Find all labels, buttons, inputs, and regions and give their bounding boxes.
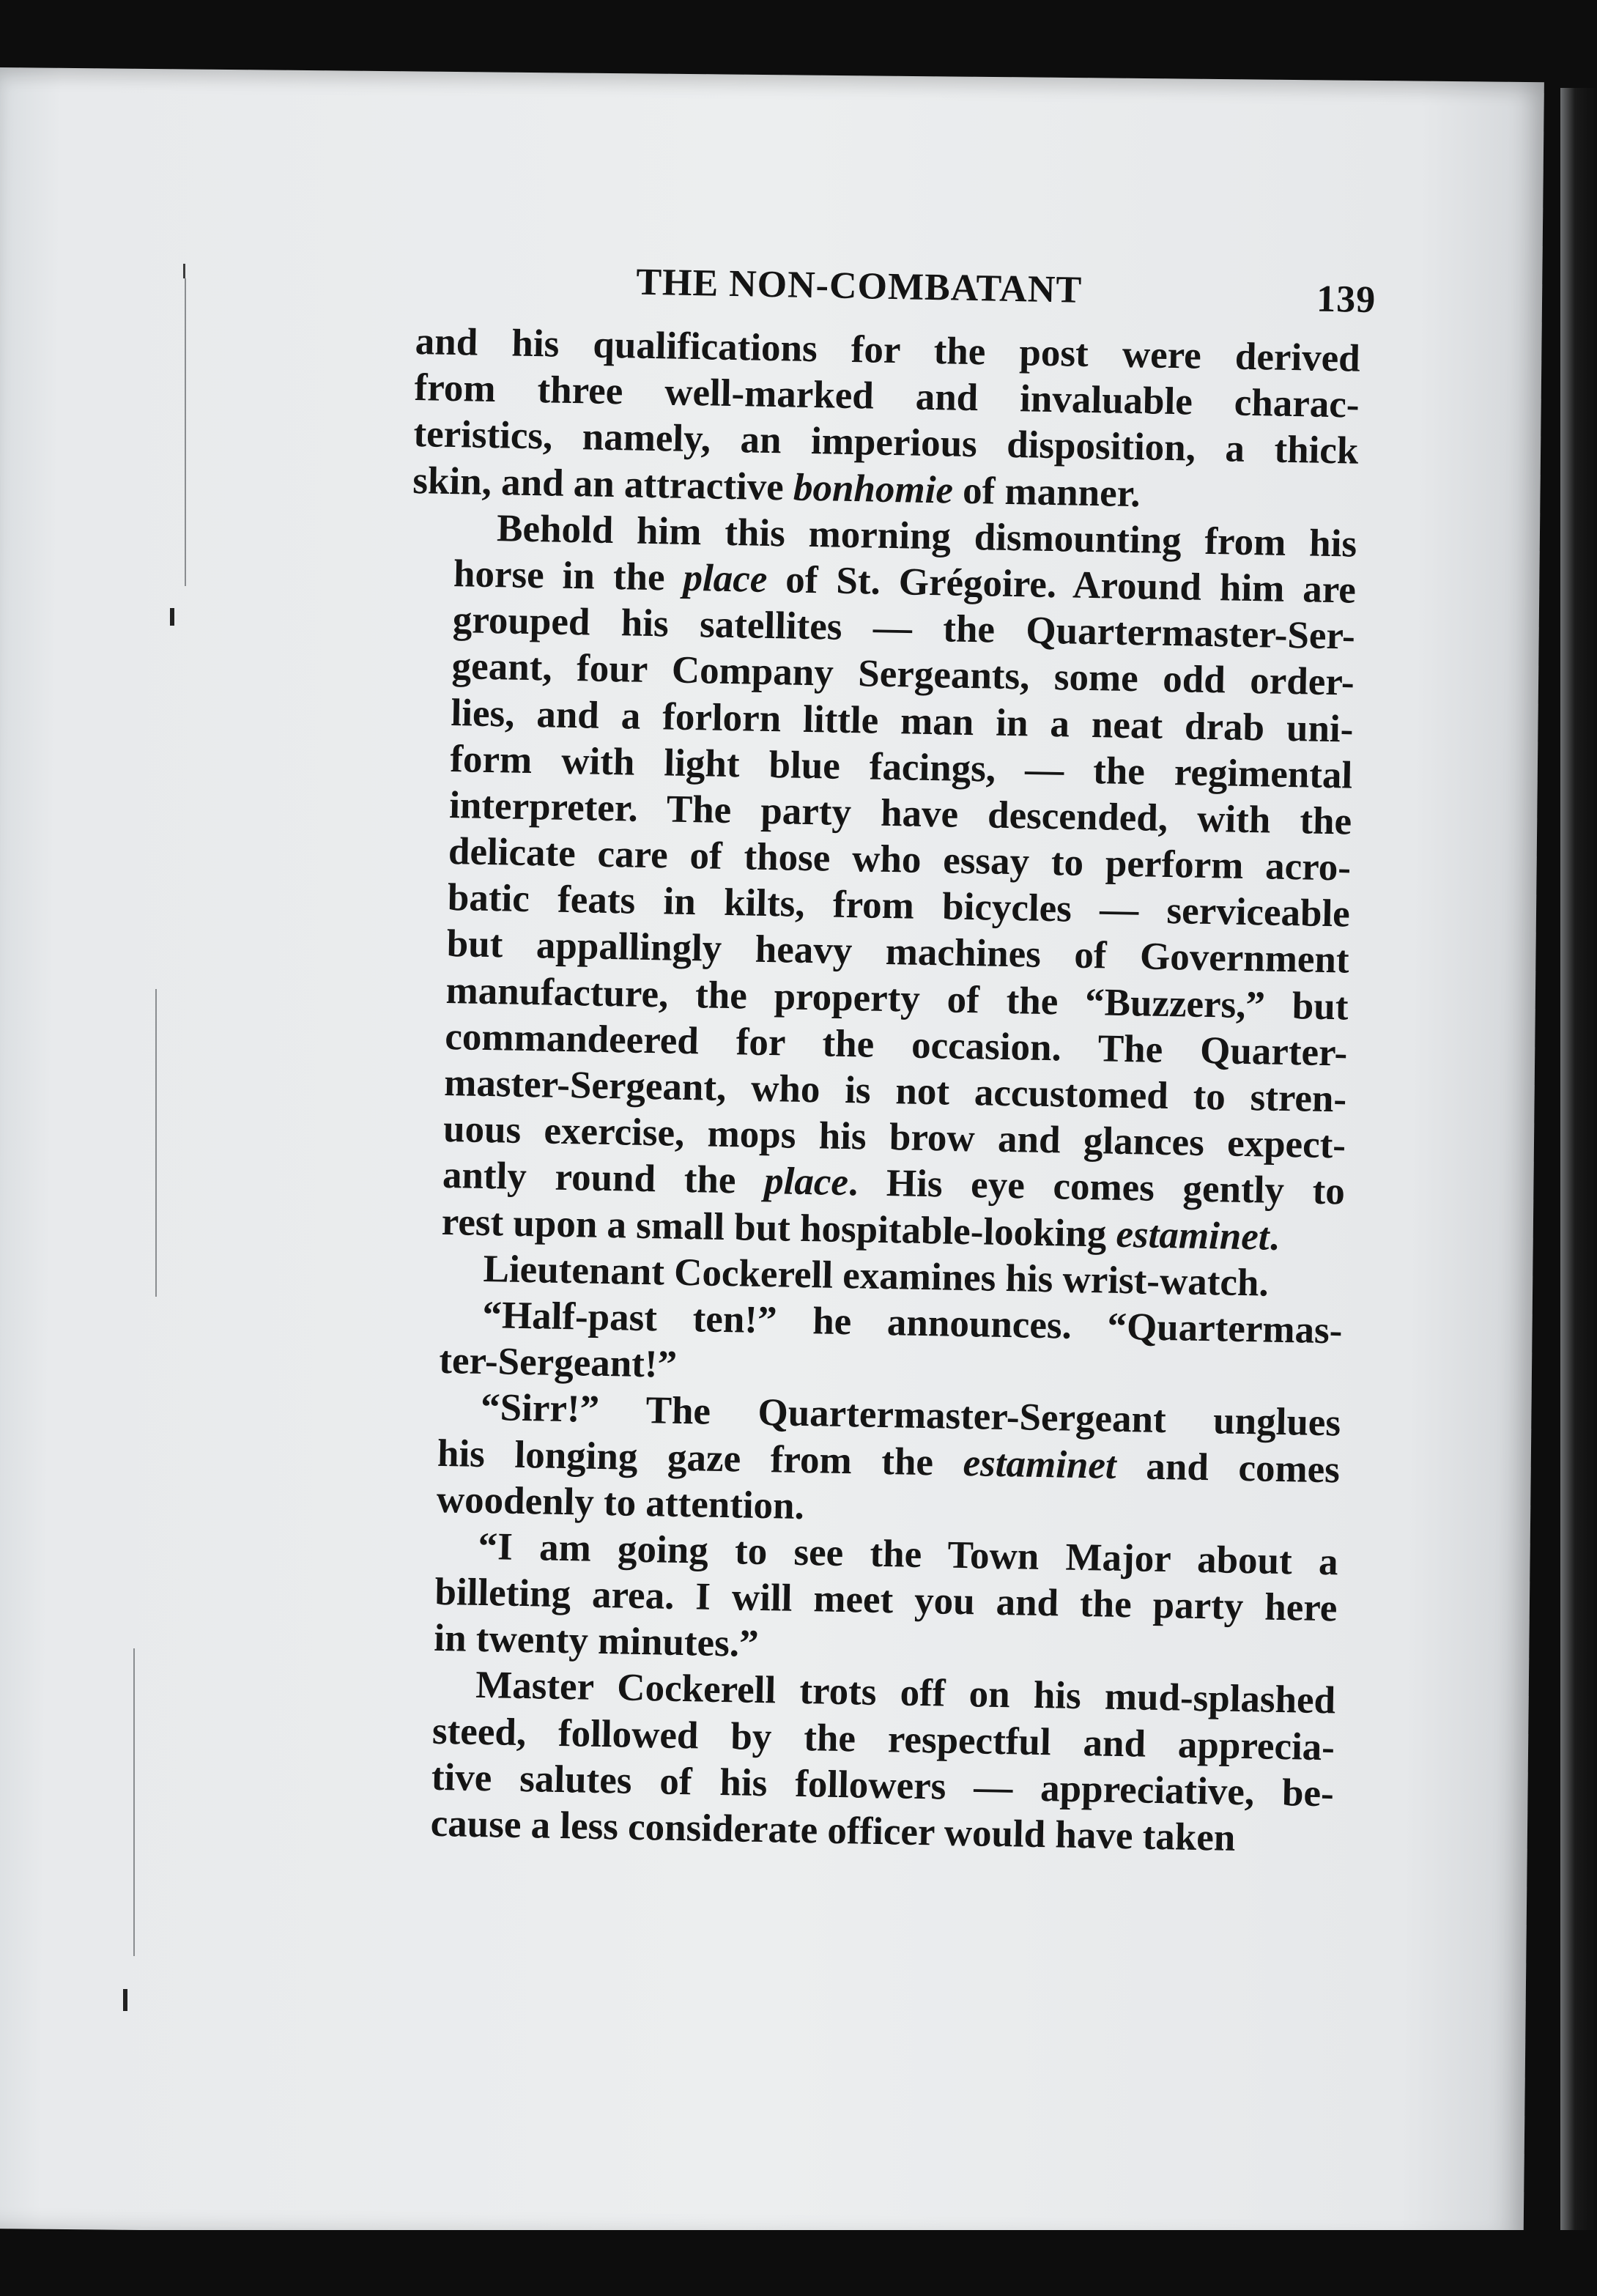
text-line: in twenty minutes.” bbox=[433, 1617, 760, 1666]
text-line: ter-Sergeant!” bbox=[438, 1339, 678, 1386]
text-line: skin, and an attractive bonhomie of manner. bbox=[412, 459, 1141, 515]
text-line: antly round the place. His eye comes gently to bbox=[442, 1154, 1346, 1213]
text-line: woodenly to attention. bbox=[436, 1478, 805, 1527]
page-header bbox=[629, 260, 1376, 325]
paragraph bbox=[399, 504, 1357, 1262]
paragraph bbox=[396, 1291, 1343, 1401]
text-line: and his qualifications for the post were derived bbox=[415, 320, 1361, 380]
text-line: interpreter. The party have descended, with the bbox=[448, 783, 1352, 843]
text-line: billeting area. I will meet you and the party here bbox=[434, 1570, 1338, 1630]
text-line: tive salutes of his followers — appreciative, be- bbox=[431, 1755, 1335, 1815]
paragraph bbox=[388, 1661, 1335, 1863]
text-line: from three well-marked and invaluable charac- bbox=[414, 366, 1360, 426]
body-text bbox=[388, 319, 1360, 1863]
text-line: cause a less considerate officer would have taken bbox=[430, 1801, 1236, 1859]
text-line: but appallingly heavy machines of Government bbox=[446, 922, 1350, 982]
text-line: horse in the place of St. Grégoire. Around him are bbox=[453, 552, 1357, 612]
text-line: manufacture, the property of the “Buzzers,” but bbox=[445, 969, 1349, 1029]
text-line: Lieutenant Cockerell examines his wrist-watch. bbox=[483, 1247, 1270, 1305]
text-line: batic feats in kilts, from bicycles — serviceable bbox=[447, 876, 1351, 936]
text-line: “I am going to see the Town Major about a bbox=[478, 1525, 1339, 1584]
text-line: “Half-past ten!” he announces. “Quartermas- bbox=[481, 1293, 1343, 1352]
paragraph bbox=[412, 319, 1360, 521]
text-line: commandeered for the occasion. The Quarter- bbox=[444, 1015, 1348, 1075]
page-number: 139 bbox=[1316, 278, 1376, 322]
text-line: “Sirr!” The Quartermaster-Sergeant unglues bbox=[480, 1386, 1341, 1445]
text-line: lies, and a forlorn little man in a neat drab uni- bbox=[451, 691, 1354, 751]
text-line: Master Cockerell trots off on his mud-splashed bbox=[475, 1664, 1336, 1722]
text-line: uous exercise, mops his brow and glances expect- bbox=[442, 1108, 1346, 1167]
text-line: grouped his satellites — the Quartermaster-Ser- bbox=[452, 599, 1356, 658]
text-line: master-Sergeant, who is not accustomed to stren- bbox=[443, 1061, 1347, 1121]
text-line: delicate care of those who essay to perform acro- bbox=[448, 830, 1352, 889]
text-line: his longing gaze from the estaminet and comes bbox=[437, 1432, 1341, 1491]
text-line: Behold him this morning dismounting from his bbox=[496, 506, 1357, 566]
text-line: form with light blue facings, — the regimental bbox=[449, 737, 1353, 797]
paragraph bbox=[391, 1522, 1338, 1678]
text-line: rest upon a small but hospitable-looking estaminet. bbox=[441, 1200, 1280, 1259]
text-line: teristics, namely, an imperious disposition, a thick bbox=[413, 412, 1359, 473]
text-line: geant, four Company Sergeants, some odd order- bbox=[451, 645, 1355, 704]
running-head: THE NON-COMBATANT bbox=[635, 261, 1083, 311]
text-line: steed, followed by the respectful and apprecia- bbox=[431, 1709, 1335, 1769]
paragraph bbox=[393, 1383, 1341, 1539]
